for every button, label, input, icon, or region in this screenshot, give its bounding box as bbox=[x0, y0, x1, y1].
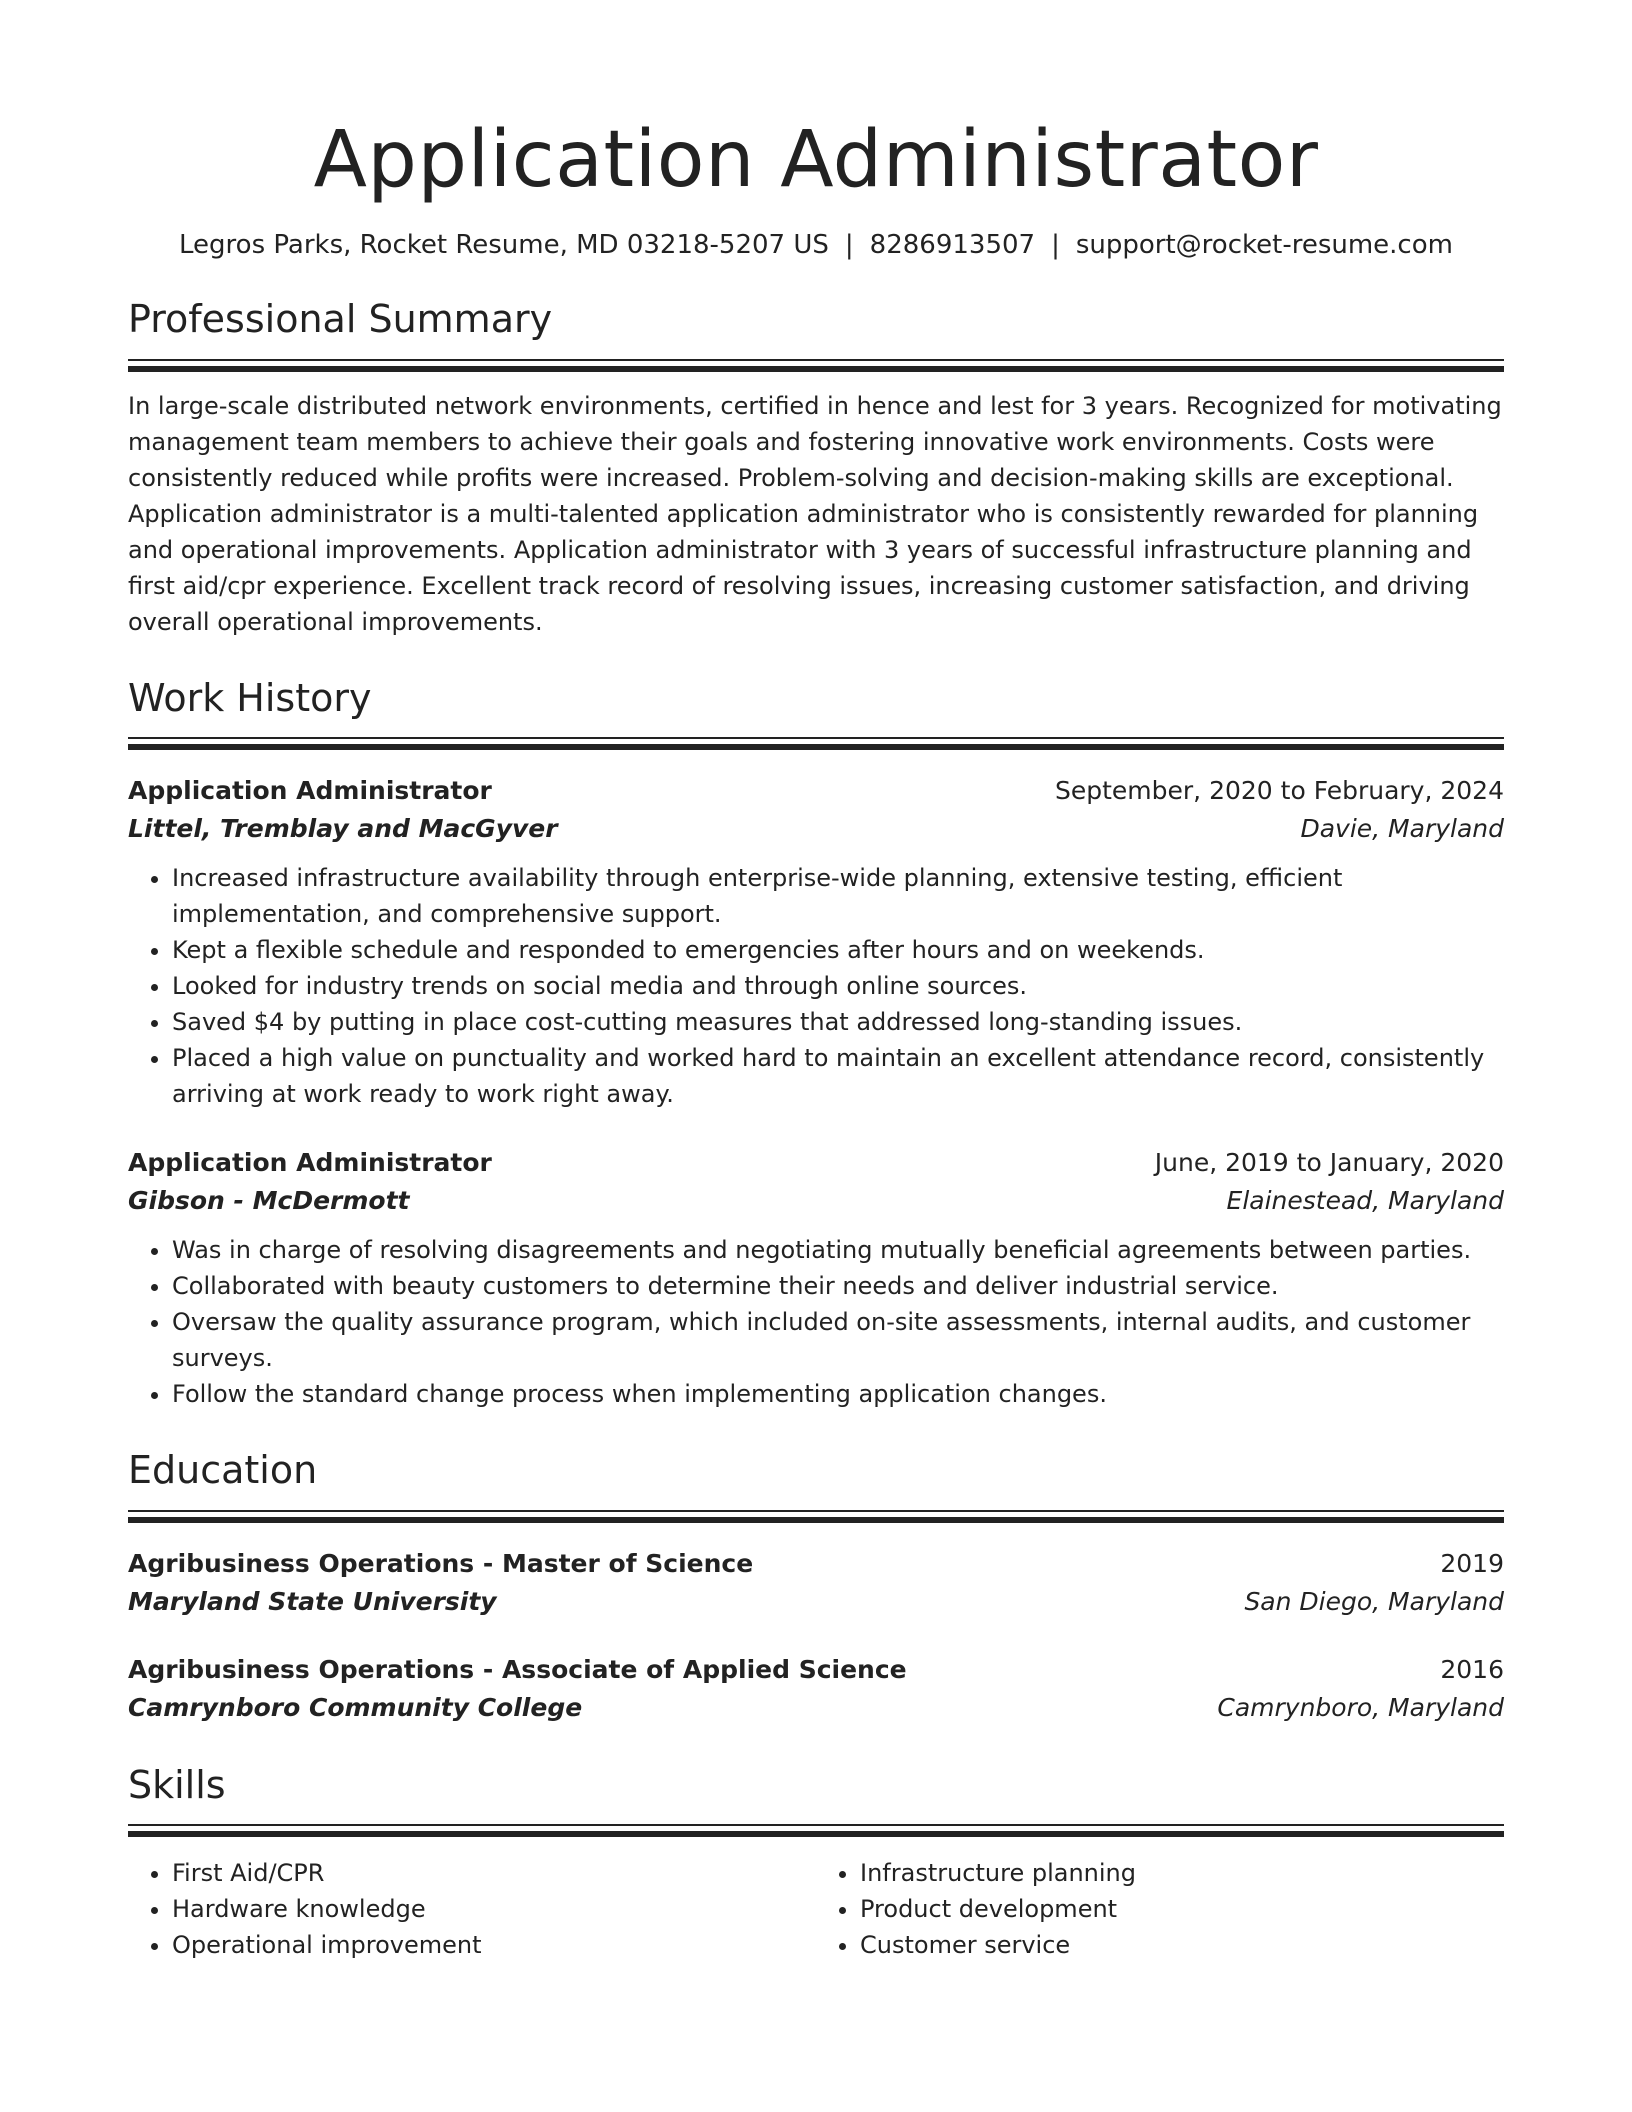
skill-item: • Customer service bbox=[860, 1927, 1504, 1963]
education-school-row bbox=[128, 1583, 1504, 1621]
job-bullet: • Kept a flexible schedule and responded to emergencies after hours and on weekends. bbox=[172, 932, 1504, 968]
work-history-section bbox=[128, 676, 1504, 1413]
section-divider bbox=[128, 1824, 1504, 1826]
summary-text: In large-scale distributed network environments, certified in hence and lest for 3 years. Recognized for motivating management team members to achieve their goals and fostering innovative work environments. Costs were consistently reduced while profits were increased. Problem-solving and decision-making skills are exceptional. Application administrator is a multi-talented application administrator who is consistently rewarded for planning and operational improvements. Application administrator with 3 years of successful infrastructure planning and first aid/cpr experience. Excellent track record of resolving issues, increasing customer satisfaction, and driving overall operational improvements. bbox=[128, 391, 1502, 636]
education-heading: Education bbox=[128, 1448, 318, 1493]
skills-heading: Skills bbox=[128, 1762, 226, 1807]
section-divider-thick bbox=[128, 744, 1504, 750]
education-header-row bbox=[128, 1651, 1504, 1689]
job-entry bbox=[128, 772, 1504, 1112]
education-degree: Agribusiness Operations - Master of Science bbox=[128, 1548, 754, 1578]
contact-address: Legros Parks, Rocket Resume, MD 03218-5207 US bbox=[179, 229, 829, 260]
skills-left-list bbox=[128, 1855, 816, 1963]
work-history-heading: Work History bbox=[128, 675, 372, 720]
skill-item: • Operational improvement bbox=[172, 1927, 816, 1963]
job-location: Elainestead, Maryland bbox=[1226, 1186, 1504, 1216]
job-bullets bbox=[128, 1232, 1504, 1412]
skill-item: • Infrastructure planning bbox=[860, 1855, 1504, 1891]
job-location: Davie, Maryland bbox=[1300, 814, 1504, 844]
education-location: San Diego, Maryland bbox=[1244, 1586, 1504, 1616]
resume-name: Application Administrator bbox=[313, 115, 1319, 205]
job-header-row bbox=[128, 1144, 1504, 1182]
education-school: Camrynboro Community College bbox=[128, 1692, 583, 1722]
skills-right-list bbox=[816, 1855, 1504, 1963]
education-year: 2016 bbox=[1440, 1654, 1504, 1684]
skill-item: • First Aid/CPR bbox=[172, 1855, 816, 1891]
job-bullet: • Saved $4 by putting in place cost-cutting measures that addressed long-standing issues. bbox=[172, 1004, 1504, 1040]
job-dates: June, 2019 to January, 2020 bbox=[1154, 1148, 1504, 1178]
skill-item: • Hardware knowledge bbox=[172, 1891, 816, 1927]
job-company: Littel, Tremblay and MacGyver bbox=[128, 814, 558, 844]
skills-section bbox=[128, 1763, 1504, 1964]
skills-columns bbox=[128, 1855, 1504, 1963]
education-entry bbox=[128, 1651, 1504, 1727]
job-header-row bbox=[128, 772, 1504, 810]
job-bullet: • Oversaw the quality assurance program, which included on-site assessments, internal audits, and customer surveys. bbox=[172, 1304, 1504, 1376]
job-entry bbox=[128, 1144, 1504, 1412]
contact-line bbox=[128, 230, 1504, 261]
section-divider bbox=[128, 737, 1504, 739]
section-divider-thick bbox=[128, 1831, 1504, 1837]
job-bullet: • Looked for industry trends on social media and through online sources. bbox=[172, 968, 1504, 1004]
job-bullet: • Increased infrastructure availability through enterprise-wide planning, extensive testing, efficient implementation, and comprehensive support. bbox=[172, 860, 1504, 932]
summary-heading: Professional Summary bbox=[128, 297, 553, 342]
section-divider-thick bbox=[128, 366, 1504, 372]
job-bullet: • Collaborated with beauty customers to determine their needs and deliver industrial service. bbox=[172, 1268, 1504, 1304]
job-bullet: • Placed a high value on punctuality and worked hard to maintain an excellent attendance record, consistently arriving at work ready to work right away. bbox=[172, 1040, 1504, 1112]
education-school: Maryland State University bbox=[128, 1586, 497, 1616]
contact-email[interactable]: support@rocket-resume.com bbox=[1075, 229, 1453, 260]
section-divider-thick bbox=[128, 1517, 1504, 1523]
contact-separator: | bbox=[844, 229, 854, 260]
job-bullets bbox=[128, 860, 1504, 1112]
job-company-row bbox=[128, 810, 1504, 848]
job-company: Gibson - McDermott bbox=[128, 1186, 410, 1216]
education-location: Camrynboro, Maryland bbox=[1217, 1692, 1504, 1722]
job-bullet: • Follow the standard change process when implementing application changes. bbox=[172, 1376, 1504, 1412]
job-dates: September, 2020 to February, 2024 bbox=[1055, 776, 1504, 806]
summary-section bbox=[128, 297, 1504, 640]
job-title: Application Administrator bbox=[128, 776, 492, 806]
education-degree: Agribusiness Operations - Associate of Applied Science bbox=[128, 1654, 907, 1684]
section-divider bbox=[128, 359, 1504, 361]
education-section bbox=[128, 1448, 1504, 1727]
education-year: 2019 bbox=[1440, 1548, 1504, 1578]
job-bullet: • Was in charge of resolving disagreements and negotiating mutually beneficial agreements between parties. bbox=[172, 1232, 1504, 1268]
education-entry bbox=[128, 1545, 1504, 1621]
job-title: Application Administrator bbox=[128, 1148, 492, 1178]
section-divider bbox=[128, 1510, 1504, 1512]
job-company-row bbox=[128, 1182, 1504, 1220]
contact-phone: 8286913507 bbox=[869, 229, 1036, 260]
skill-item: • Product development bbox=[860, 1891, 1504, 1927]
education-school-row bbox=[128, 1689, 1504, 1727]
education-header-row bbox=[128, 1545, 1504, 1583]
contact-separator: | bbox=[1051, 229, 1060, 260]
